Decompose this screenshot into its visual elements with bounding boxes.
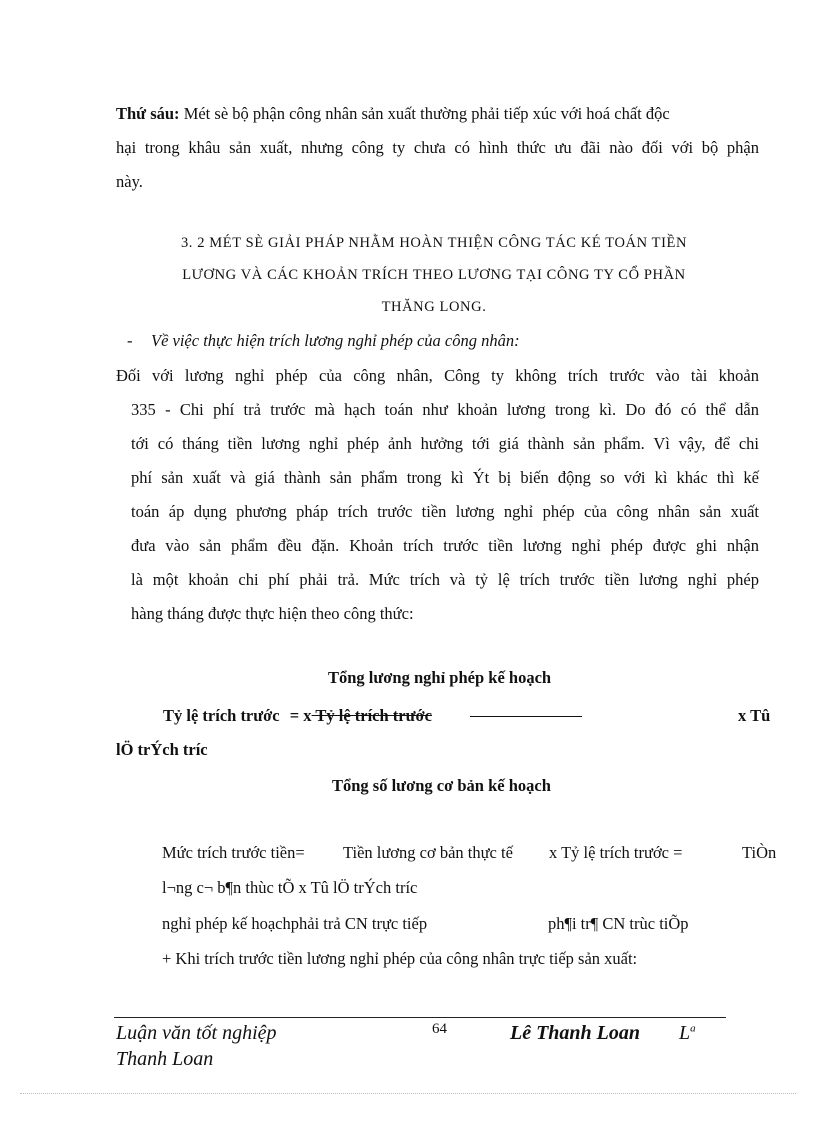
bullet-dash: - <box>127 331 133 350</box>
formula2-a: Mức trích trước tiền= <box>162 843 305 862</box>
section-heading-line2: LƯƠNG VÀ CÁC KHOẢN TRÍCH THEO LƯƠNG TẠI CÔNG TY CỔ PHẦN <box>182 267 686 283</box>
formula2-line3b: ph¶i tr¶ CN trùc tiÕp <box>548 914 689 933</box>
body-line-4: phí sản xuất và giá thành sản phẩm trong kì Ýt bị biến động so với kì khác thì kế <box>131 468 759 487</box>
page-number: 64 <box>432 1021 447 1037</box>
para1-label: Thứ sáu: <box>116 104 180 123</box>
formula1-denominator: Tổng số lương cơ bản kế hoạch <box>332 776 551 795</box>
footer-left-line2: Thanh Loan <box>116 1048 214 1070</box>
formula1-numerator: Tổng lương nghỉ phép kế hoạch <box>328 668 552 687</box>
formula2-line3a: nghỉ phép kế hoạchphải trả CN trực tiếp <box>162 914 428 933</box>
formula2-line2: l¬ng c¬ b¶n thùc tÕ x Tû lÖ trÝch tríc <box>162 878 418 897</box>
section-heading-line1: 3. 2 MÉT SÈ GIẢI PHÁP NHẰM HOÀN THIỆN CÔNG TÁC KÉ TOÁN TIỀN <box>180 235 688 251</box>
formula1-wrap: lÖ trÝch tríc <box>116 740 208 759</box>
body-line-6: đưa vào sản phẩm đều đặn. Khoản trích trước tiền lương nghỉ phép được ghi nhận <box>131 536 759 555</box>
body-line-7: là một khoản chi phí phải trả. Mức trích và tỷ lệ trích trước tiền lương nghỉ phép <box>131 570 759 589</box>
formula2-line4: + Khi trích trước tiền lương nghỉ phép của công nhân trực tiếp sản xuất: <box>162 949 638 968</box>
formula1-eq: = x <box>289 706 312 725</box>
body-line-3: tới có tháng tiền lương nghỉ phép ảnh hưởng tới giá thành sản phẩm. Vì vậy, để chi <box>131 434 759 453</box>
body-line-2: 335 - Chi phí trả trước mà hạch toán như khoản lương trong kì. Do đó có thể dẫn <box>131 400 759 419</box>
body-line-8: hàng tháng được thực hiện theo công thức: <box>131 604 414 623</box>
para1-line3: này. <box>116 172 143 191</box>
footer-right-sup: a <box>690 1022 696 1035</box>
formula1-line <box>163 706 432 726</box>
formula1-lhs: Tỷ lệ trích trước <box>163 706 280 725</box>
formula1-right: x Tû <box>738 706 771 725</box>
bullet-text: Về việc thực hiện trích lương nghỉ phép của công nhân: <box>151 331 520 350</box>
para1-line1-text: Mét sè bộ phận công nhân sản xuất thường phải tiếp xúc với hoá chất độc <box>179 104 670 123</box>
footer-right-letter: L <box>679 1022 691 1044</box>
para1-line2: hại trong khâu sản xuất, nhưng công ty chưa có hình thức ưu đãi nào đối với bộ phận <box>116 138 759 157</box>
formula2-b: Tiền lương cơ bản thực tế <box>343 843 513 862</box>
formula1-struck: Tỷ lệ trích trước <box>311 706 432 725</box>
footer-right <box>679 1022 696 1045</box>
footer-author: Lê Thanh Loan <box>510 1022 641 1044</box>
para1-line1 <box>116 104 759 124</box>
page-bottom-dotted-rule <box>20 1093 796 1094</box>
formula2-d: TiÒn <box>742 843 777 862</box>
footer-left-line1: Luận văn tốt nghiệp <box>116 1022 277 1044</box>
section-heading-line3: THĂNG LONG. <box>381 299 487 315</box>
footer-rule <box>114 1017 726 1018</box>
bullet-line <box>127 331 520 351</box>
body-line-5: toán áp dụng phương pháp trích trước tiền lương nghỉ phép của công nhân sản xuất <box>131 502 759 521</box>
body-line-1: Đối với lương nghỉ phép của công nhân, Công ty không trích trước vào tài khoản <box>116 366 759 385</box>
formula1-fraction-bar <box>470 716 582 717</box>
formula2-c: x Tỷ lệ trích trước = <box>549 843 683 862</box>
